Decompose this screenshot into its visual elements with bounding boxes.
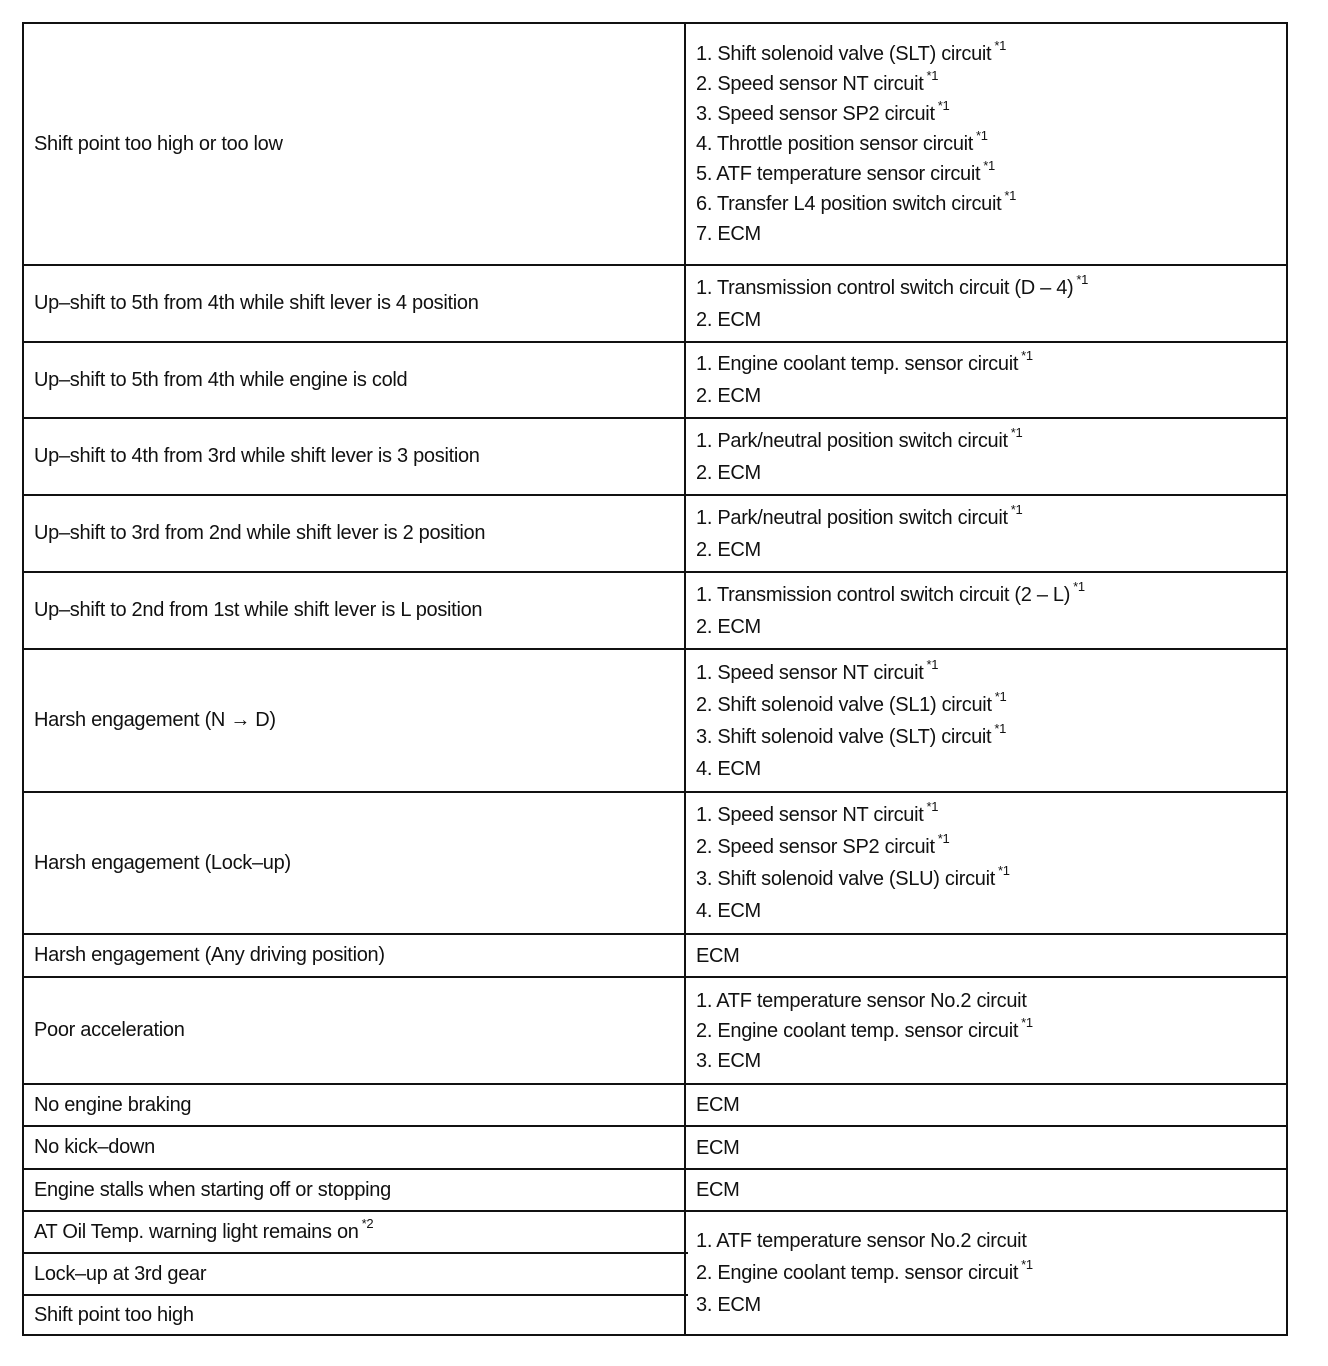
cause-line: 2. ECM bbox=[696, 308, 761, 331]
symptom-cell bbox=[24, 1296, 688, 1336]
cause-line: 2. Speed sensor NT circuit $^{*1}$ bbox=[696, 68, 939, 95]
symptom-text: Up–shift to 5th from 4th while engine is cold bbox=[34, 368, 408, 391]
symptom-text: Shift point too high or too low bbox=[34, 132, 283, 155]
footnote-marker: *1 bbox=[983, 158, 995, 174]
symptom-text: No kick–down bbox=[34, 1136, 155, 1158]
cause-line: 3. Shift solenoid valve (SLU) circuit $^{*1}$ bbox=[696, 863, 1010, 890]
symptom-cell bbox=[24, 935, 688, 978]
symptom-cell bbox=[24, 343, 688, 419]
cause-line: 7. ECM bbox=[696, 223, 761, 245]
cause-line: 3. Shift solenoid valve (SLT) circuit $^{*1}$ bbox=[696, 720, 1007, 748]
footnote-marker: *1 bbox=[1021, 348, 1033, 364]
cause-line: 2. ECM bbox=[696, 385, 761, 407]
footnote-marker: *1 bbox=[1021, 1014, 1033, 1030]
symptom-text: Poor acceleration bbox=[34, 1019, 185, 1041]
cause-line: 3. ECM bbox=[696, 1049, 761, 1072]
cause-line: 1. Transmission control switch circuit (2 – L) $^{*1}$ bbox=[696, 578, 1085, 606]
footnote-marker: *1 bbox=[994, 38, 1007, 54]
cause-line: 3. ECM bbox=[696, 1294, 761, 1316]
cause-cell bbox=[686, 496, 1286, 573]
cause-cell bbox=[686, 935, 1286, 978]
cause-line: ECM bbox=[696, 1179, 740, 1201]
footnote-marker: *1 bbox=[926, 656, 939, 672]
footnote-marker: *1 bbox=[1010, 501, 1023, 517]
footnote-marker: *1 bbox=[926, 68, 939, 84]
footnote-marker: *1 bbox=[976, 128, 988, 144]
cause-cell bbox=[686, 793, 1286, 935]
symptom-text: Up–shift to 3rd from 2nd while shift lever is 2 position bbox=[34, 522, 486, 544]
cause-cell bbox=[686, 266, 1286, 343]
cause-line: 1. Park/neutral position switch circuit $^{*1}$ bbox=[696, 424, 1023, 452]
cause-line: ECM bbox=[696, 1136, 740, 1159]
symptom-text: No engine braking bbox=[34, 1093, 192, 1116]
cause-line: 4. ECM bbox=[696, 900, 761, 922]
cause-line: 3. Speed sensor SP2 circuit $^{*1}$ bbox=[696, 98, 950, 125]
cause-line: 1. Speed sensor NT circuit $^{*1}$ bbox=[696, 656, 939, 684]
symptom-cell bbox=[24, 793, 688, 935]
symptom-cell bbox=[24, 266, 688, 343]
symptom-cell bbox=[24, 419, 688, 496]
symptom-cell bbox=[24, 650, 688, 793]
symptom-cell bbox=[24, 1212, 688, 1254]
symptom-text: Up–shift to 2nd from 1st while shift lever is L position bbox=[34, 599, 483, 621]
symptom-text: Engine stalls when starting off or stopping bbox=[34, 1178, 391, 1201]
symptom-cell bbox=[24, 496, 688, 573]
cause-line: 2. ECM bbox=[696, 461, 761, 484]
footnote-marker: *1 bbox=[937, 98, 950, 114]
symptom-text: Up–shift to 4th from 3rd while shift lever is 3 position bbox=[34, 445, 480, 467]
cause-line: 1. Speed sensor NT circuit $^{*1}$ bbox=[696, 799, 939, 826]
cause-line: 4. Throttle position sensor circuit $^{*1}$ bbox=[696, 128, 988, 155]
cause-line: 1. Shift solenoid valve (SLT) circuit $^{*1}$ bbox=[696, 38, 1007, 65]
cause-line: 2. Engine coolant temp. sensor circuit $^{*1}$ bbox=[696, 1257, 1033, 1284]
cause-line: 2. ECM bbox=[696, 615, 761, 638]
cause-cell-group bbox=[686, 1212, 1286, 1336]
cause-cell bbox=[686, 650, 1286, 793]
symptom-cell bbox=[24, 978, 688, 1085]
symptom-cell bbox=[24, 24, 688, 266]
footnote-marker: *1 bbox=[926, 799, 939, 815]
cause-line: 2. Speed sensor SP2 circuit $^{*1}$ bbox=[696, 831, 950, 858]
cause-cell bbox=[686, 1127, 1286, 1170]
cause-line: 1. ATF temperature sensor No.2 circuit bbox=[696, 989, 1027, 1012]
footnote-marker: *1 bbox=[994, 720, 1007, 736]
cause-cell bbox=[686, 419, 1286, 496]
footnote-marker: *1 bbox=[937, 831, 950, 847]
cause-line: 2. ECM bbox=[696, 538, 761, 561]
cause-column bbox=[684, 22, 1288, 1336]
cause-line: 1. ATF temperature sensor No.2 circuit bbox=[696, 1230, 1027, 1252]
cause-line: 6. Transfer L4 position switch circuit $^{*1}$ bbox=[696, 188, 1017, 215]
cause-line: 1. Transmission control switch circuit (D – 4) $^{*1}$ bbox=[696, 271, 1089, 299]
cause-cell bbox=[686, 573, 1286, 650]
cause-line: 2. Engine coolant temp. sensor circuit $^{*1}$ bbox=[696, 1014, 1033, 1042]
symptom-cell bbox=[24, 1085, 688, 1127]
symptom-text: Lock–up at 3rd gear bbox=[34, 1262, 207, 1285]
symptom-column bbox=[22, 22, 688, 1336]
cause-line: 4. ECM bbox=[696, 757, 761, 780]
cause-cell bbox=[686, 24, 1286, 266]
symptom-text: AT Oil Temp. warning light remains on bbox=[34, 1220, 359, 1243]
cause-line: 1. Engine coolant temp. sensor circuit $^{*1}$ bbox=[696, 348, 1033, 375]
footnote-marker: *1 bbox=[1073, 578, 1085, 594]
symptom-cell bbox=[24, 1254, 688, 1296]
symptom-text: Harsh engagement (N → D) bbox=[34, 709, 276, 731]
cause-cell bbox=[686, 343, 1286, 419]
cause-line: 1. Park/neutral position switch circuit $^{*1}$ bbox=[696, 501, 1023, 529]
symptom-cell bbox=[24, 1127, 688, 1170]
footnote-marker: *2 bbox=[361, 1215, 374, 1231]
cause-line: 5. ATF temperature sensor circuit $^{*1}$ bbox=[696, 158, 995, 185]
symptom-text: Up–shift to 5th from 4th while shift lever is 4 position bbox=[34, 292, 479, 314]
cause-cell bbox=[686, 1085, 1286, 1127]
cause-line: 2. Shift solenoid valve (SL1) circuit $^{*1}$ bbox=[696, 688, 1007, 716]
cause-cell bbox=[686, 1170, 1286, 1212]
symptom-cell bbox=[24, 573, 688, 650]
footnote-marker: *1 bbox=[994, 688, 1007, 704]
symptom-text: Harsh engagement (Any driving position) bbox=[34, 944, 385, 966]
footnote-marker: *1 bbox=[998, 863, 1010, 879]
cause-line: ECM bbox=[696, 1094, 740, 1116]
footnote-marker: *1 bbox=[1076, 271, 1089, 287]
cause-cell bbox=[686, 978, 1286, 1085]
symptom-text: Harsh engagement (Lock–up) bbox=[34, 851, 291, 874]
symptom-text: Shift point too high bbox=[34, 1303, 194, 1326]
footnote-marker: *1 bbox=[1004, 188, 1017, 204]
footnote-marker: *1 bbox=[1021, 1257, 1033, 1273]
cause-line: ECM bbox=[696, 944, 740, 967]
footnote-marker: *1 bbox=[1010, 424, 1023, 440]
symptom-cell bbox=[24, 1170, 688, 1212]
